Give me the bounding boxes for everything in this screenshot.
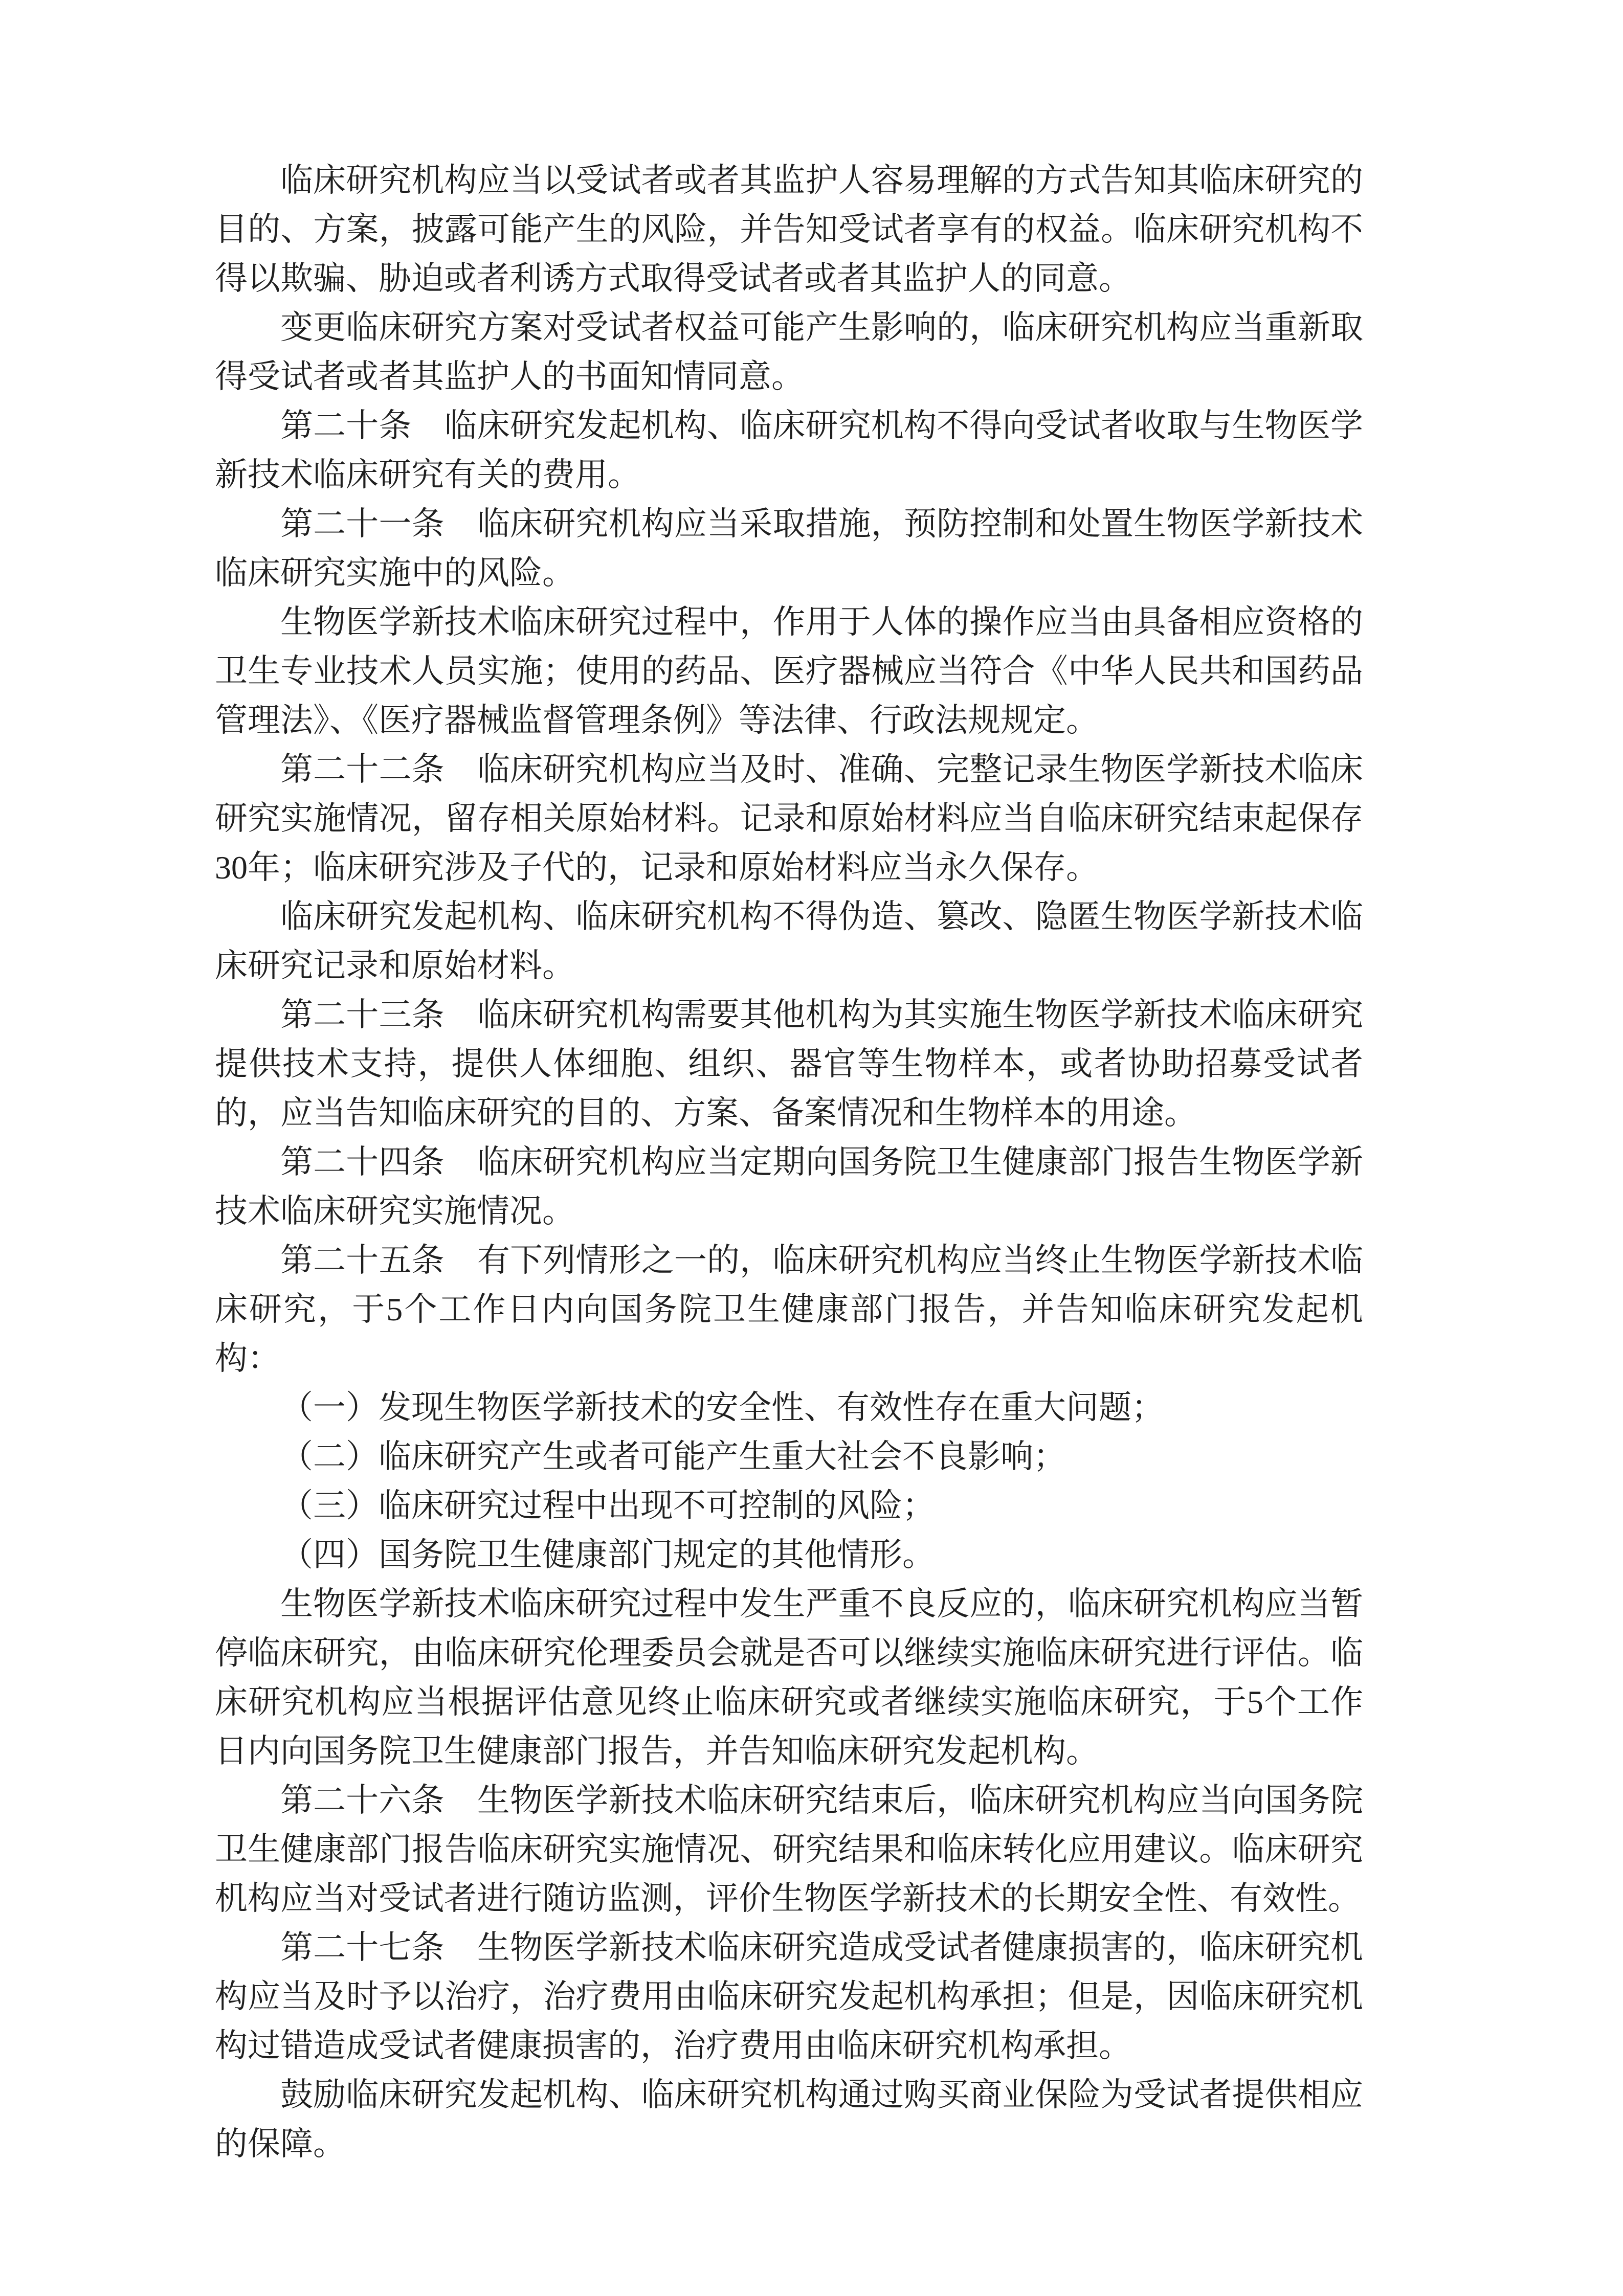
- paragraph: 第二十一条 临床研究机构应当采取措施，预防控制和处置生物医学新技术临床研究实施中的风险。: [215, 506, 1363, 591]
- paragraph: 第二十二条 临床研究机构应当及时、准确、完整记录生物医学新技术临床研究实施情况，留存相关原始材料。记录和原始材料应当自临床研究结束起保存30年；临床研究涉及子代的，记录和原始材料应当永久保存。: [215, 751, 1363, 886]
- paragraph: 临床研究机构应当以受试者或者其监护人容易理解的方式告知其临床研究的目的、方案，披露可能产生的风险，并告知受试者享有的权益。临床研究机构不得以欺骗、胁迫或者利诱方式取得受试者或者其监护人的同意。: [215, 162, 1363, 297]
- paragraph: 鼓励临床研究发起机构、临床研究机构通过购买商业保险为受试者提供相应的保障。: [215, 2077, 1363, 2162]
- paragraph: 第二十六条 生物医学新技术临床研究结束后，临床研究机构应当向国务院卫生健康部门报告临床研究实施情况、研究结果和临床转化应用建议。临床研究机构应当对受试者进行随访监测，评价生物医学新技术的长期安全性、有效性。: [215, 1782, 1363, 1917]
- paragraph: 第二十条 临床研究发起机构、临床研究机构不得向受试者收取与生物医学新技术临床研究有关的费用。: [215, 408, 1363, 493]
- document-body: [215, 156, 1363, 2169]
- paragraph: （三）临床研究过程中出现不可控制的风险；: [280, 1488, 935, 1524]
- paragraph: 第二十五条 有下列情形之一的，临床研究机构应当终止生物医学新技术临床研究，于5个工作日内向国务院卫生健康部门报告，并告知临床研究发起机构：: [215, 1242, 1363, 1377]
- paragraph: 第二十三条 临床研究机构需要其他机构为其实施生物医学新技术临床研究提供技术支持，提供人体细胞、组织、器官等生物样本，或者协助招募受试者的，应当告知临床研究的目的、方案、备案情况和生物样本的用途。: [215, 997, 1363, 1131]
- paragraph: 生物医学新技术临床研究过程中发生严重不良反应的，临床研究机构应当暂停临床研究，由临床研究伦理委员会就是否可以继续实施临床研究进行评估。临床研究机构应当根据评估意见终止临床研究或者继续实施临床研究，于5个工作日内向国务院卫生健康部门报告，并告知临床研究发起机构。: [215, 1586, 1363, 1769]
- paragraph: 生物医学新技术临床研究过程中，作用于人体的操作应当由具备相应资格的卫生专业技术人员实施；使用的药品、医疗器械应当符合《中华人民共和国药品管理法》、《医疗器械监督管理条例》等法律、行政法规规定。: [215, 604, 1363, 738]
- paragraph: （二）临床研究产生或者可能产生重大社会不良影响；: [280, 1438, 1066, 1475]
- paragraph: 临床研究发起机构、临床研究机构不得伪造、篡改、隐匿生物医学新技术临床研究记录和原始材料。: [215, 898, 1363, 984]
- paragraph: （一）发现生物医学新技术的安全性、有效性存在重大问题；: [280, 1389, 1164, 1426]
- paragraph: 变更临床研究方案对受试者权益可能产生影响的，临床研究机构应当重新取得受试者或者其监护人的书面知情同意。: [215, 309, 1363, 395]
- paragraph: （四）国务院卫生健康部门规定的其他情形。: [280, 1537, 935, 1573]
- paragraph: 第二十四条 临床研究机构应当定期向国务院卫生健康部门报告生物医学新技术临床研究实施情况。: [215, 1144, 1363, 1229]
- paragraph: 第二十七条 生物医学新技术临床研究造成受试者健康损害的，临床研究机构应当及时予以治疗，治疗费用由临床研究发起机构承担；但是，因临床研究机构过错造成受试者健康损害的，治疗费用由临床研究机构承担。: [215, 1929, 1363, 2064]
